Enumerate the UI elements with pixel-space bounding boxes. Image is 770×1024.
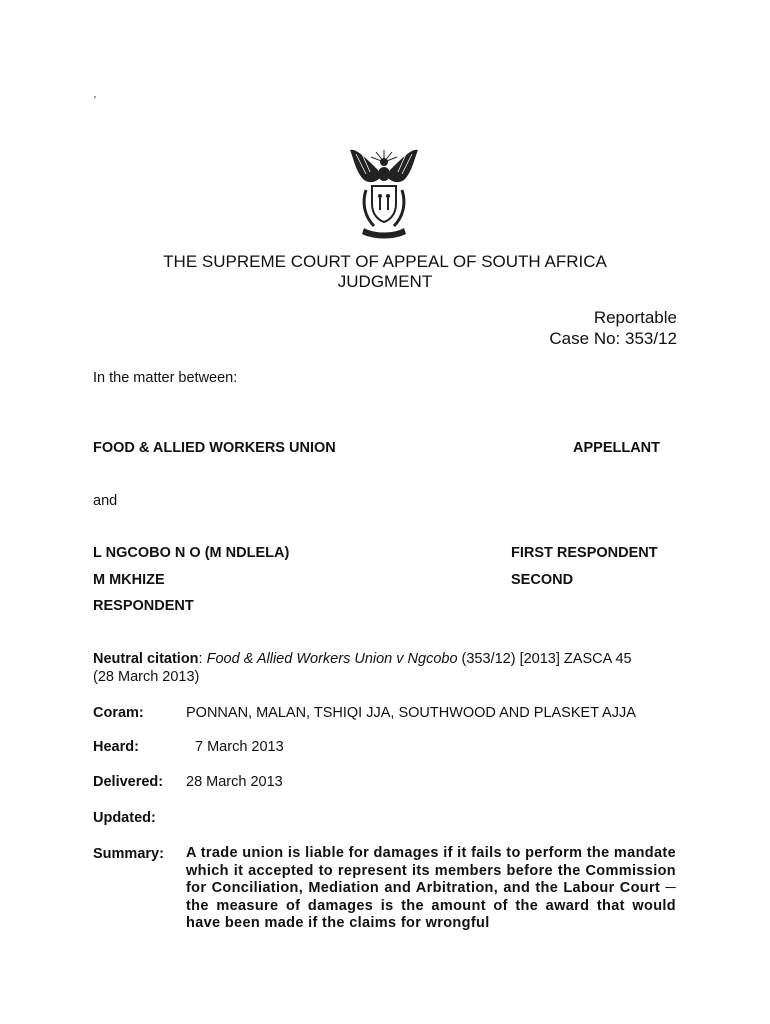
citation-sep: : — [198, 651, 207, 667]
coram-label: Coram: — [93, 705, 144, 721]
and-separator: and — [93, 493, 118, 509]
summary-text: A trade union is liable for damages if it fails to perform the mandate which it accepted to represent its members before the Commission for Conciliation, Mediation and Arbitration, and the Labour Court ─ the measure of damages is the amount of the award that would have been made if the claims for wrongful — [186, 845, 676, 931]
coram-value: PONNAN, MALAN, TSHIQI JJA, SOUTHWOOD AND PLASKET AJJA — [186, 705, 636, 721]
summary-label: Summary: — [93, 846, 164, 862]
first-respondent-role: FIRST RESPONDENT — [511, 545, 658, 561]
stray-mark: ' — [94, 95, 96, 106]
judgment-heading: JUDGMENT — [337, 272, 433, 291]
updated-label: Updated: — [93, 810, 156, 826]
appellant-name: FOOD & ALLIED WORKERS UNION — [93, 440, 336, 456]
citation-label: Neutral citation — [93, 651, 199, 667]
appellant-role: APPELLANT — [573, 440, 660, 456]
first-respondent-name: L NGCOBO N O (M NDLELA) — [93, 545, 290, 561]
coat-of-arms-emblem — [344, 140, 424, 240]
reportable-label: Reportable — [593, 308, 677, 327]
citation-date: (28 March 2013) — [93, 669, 200, 685]
citation-case-name: Food & Allied Workers Union v Ngcobo — [206, 651, 458, 667]
matter-between: In the matter between: — [93, 370, 238, 386]
heard-value: 7 March 2013 — [195, 739, 284, 755]
second-respondent-name: M MKHIZE — [93, 572, 165, 588]
delivered-label: Delivered: — [93, 774, 164, 790]
coat-of-arms-icon — [344, 140, 424, 240]
delivered-value: 28 March 2013 — [186, 774, 283, 790]
case-number: Case No: 353/12 — [549, 329, 677, 348]
second-respondent-role-continued: RESPONDENT — [93, 598, 194, 614]
heard-label: Heard: — [93, 739, 139, 755]
court-title: THE SUPREME COURT OF APPEAL OF SOUTH AFRICA — [163, 252, 607, 271]
second-respondent-role: SECOND — [511, 572, 574, 588]
neutral-citation — [93, 650, 693, 668]
citation-ref: (353/12) [2013] ZASCA 45 — [457, 651, 632, 667]
